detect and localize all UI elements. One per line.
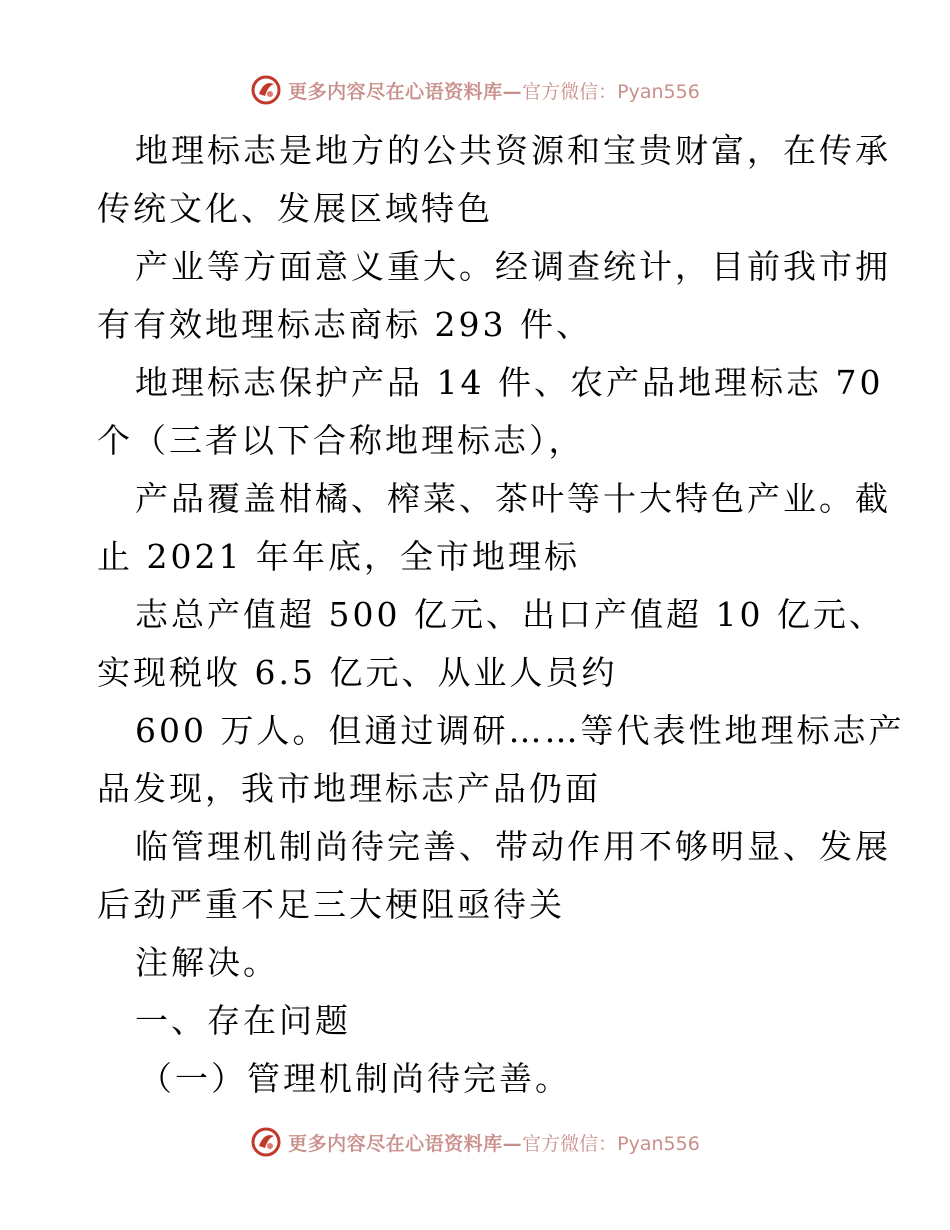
paragraph-line: 品发现，我市地理标志产品仍面 (97, 769, 601, 808)
paragraph-line: 志总产值超 500 亿元、出口产值超 10 亿元、 (135, 595, 885, 634)
paragraph-line: 地理标志是地方的公共资源和宝贵财富，在传承 (135, 131, 891, 170)
red-swirl-logo-icon (250, 74, 282, 106)
paragraph-line: 注解决。 (135, 943, 279, 982)
paragraph-line: 止 2021 年年底，全市地理标 (97, 537, 580, 576)
document-body (97, 122, 905, 1108)
paragraph-line: 临管理机制尚待完善、带动作用不够明显、发展 (135, 827, 891, 866)
section-heading: 一、存在问题 (135, 1001, 351, 1040)
paragraph-line: 后劲严重不足三大梗阻亟待关 (97, 885, 565, 924)
watermark-header (0, 72, 950, 108)
paragraph-line: 实现税收 6.5 亿元、从业人员约 (97, 653, 618, 692)
paragraph-line: 个（三者以下合称地理标志）， (97, 421, 585, 460)
watermark-contact: 官方微信：Pyan556 (522, 80, 700, 103)
subsection-heading: （一）管理机制尚待完善。 (139, 1059, 571, 1098)
watermark-text: 更多内容尽在心语资料库— (288, 80, 523, 103)
paragraph-line: 产品覆盖柑橘、榨菜、茶叶等十大特色产业。截 (135, 479, 891, 518)
paragraph-line: 有有效地理标志商标 293 件、 (97, 305, 592, 344)
watermark-footer (0, 1124, 950, 1160)
paragraph-line: 产业等方面意义重大。经调查统计，目前我市拥 (135, 247, 891, 286)
watermark-contact: 官方微信：Pyan556 (522, 1132, 700, 1155)
paragraph-line: 600 万人。但通过调研……等代表性地理标志产 (135, 711, 905, 750)
paragraph-line: 地理标志保护产品 14 件、农产品地理标志 70 (135, 363, 884, 402)
red-swirl-logo-icon (250, 1126, 282, 1158)
paragraph-line: 传统文化、发展区域特色 (97, 189, 493, 228)
watermark-text: 更多内容尽在心语资料库— (288, 1132, 523, 1155)
